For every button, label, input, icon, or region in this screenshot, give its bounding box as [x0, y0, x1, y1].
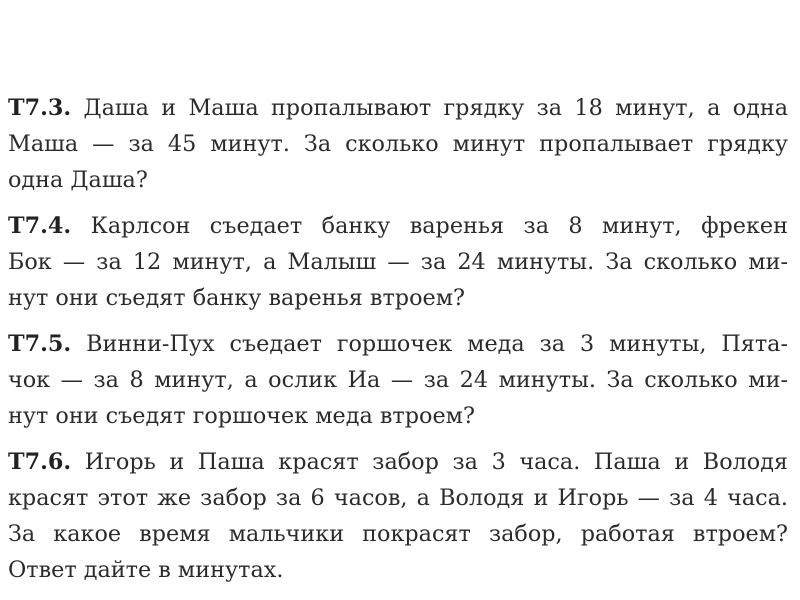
problem-number: Т7.6.	[8, 449, 72, 475]
problem-line	[8, 90, 788, 126]
problem-text: Карлсон съедает банку варенья за 8 минут, фрекен	[90, 213, 788, 239]
problem-line: Ответ дайте в минутах.	[8, 557, 284, 583]
problem-number: Т7.3.	[8, 95, 72, 121]
problem-line: нут они съедят банку варенья втроем?	[8, 285, 465, 311]
problem-line: одна Даша?	[8, 167, 148, 193]
problem-t7-3	[8, 90, 788, 198]
problem-t7-5	[8, 326, 788, 434]
problem-line	[8, 208, 788, 244]
problem-line: красят этот же забор за 6 часов, а Володя и Игорь — за 4 часа.	[8, 485, 788, 511]
problem-text: Даша и Маша пропалывают грядку за 18 минут, а одна	[83, 95, 788, 121]
problem-number: Т7.4.	[8, 213, 72, 239]
problem-line: Бок — за 12 минут, а Малыш — за 24 минуты. За сколько ми-	[8, 249, 788, 275]
problem-line: чок — за 8 минут, а ослик Иа — за 24 минуты. За сколько ми-	[8, 367, 788, 393]
problem-line	[8, 326, 788, 362]
problem-t7-6	[8, 444, 788, 588]
problem-line: Маша — за 45 минут. За сколько минут пропалывает грядку	[8, 131, 788, 157]
problem-line: нут они съедят горшочек меда втроем?	[8, 403, 475, 429]
problem-number: Т7.5.	[8, 331, 72, 357]
textbook-page	[8, 90, 788, 598]
problem-line: За какое время мальчики покрасят забор, работая втроем?	[8, 521, 788, 547]
problem-t7-4	[8, 208, 788, 316]
problem-line	[8, 444, 788, 480]
problem-text: Игорь и Паша красят забор за 3 часа. Паша и Володя	[84, 449, 788, 475]
problem-text: Винни-Пух съедает горшочек меда за 3 минуты, Пята-	[86, 331, 788, 357]
